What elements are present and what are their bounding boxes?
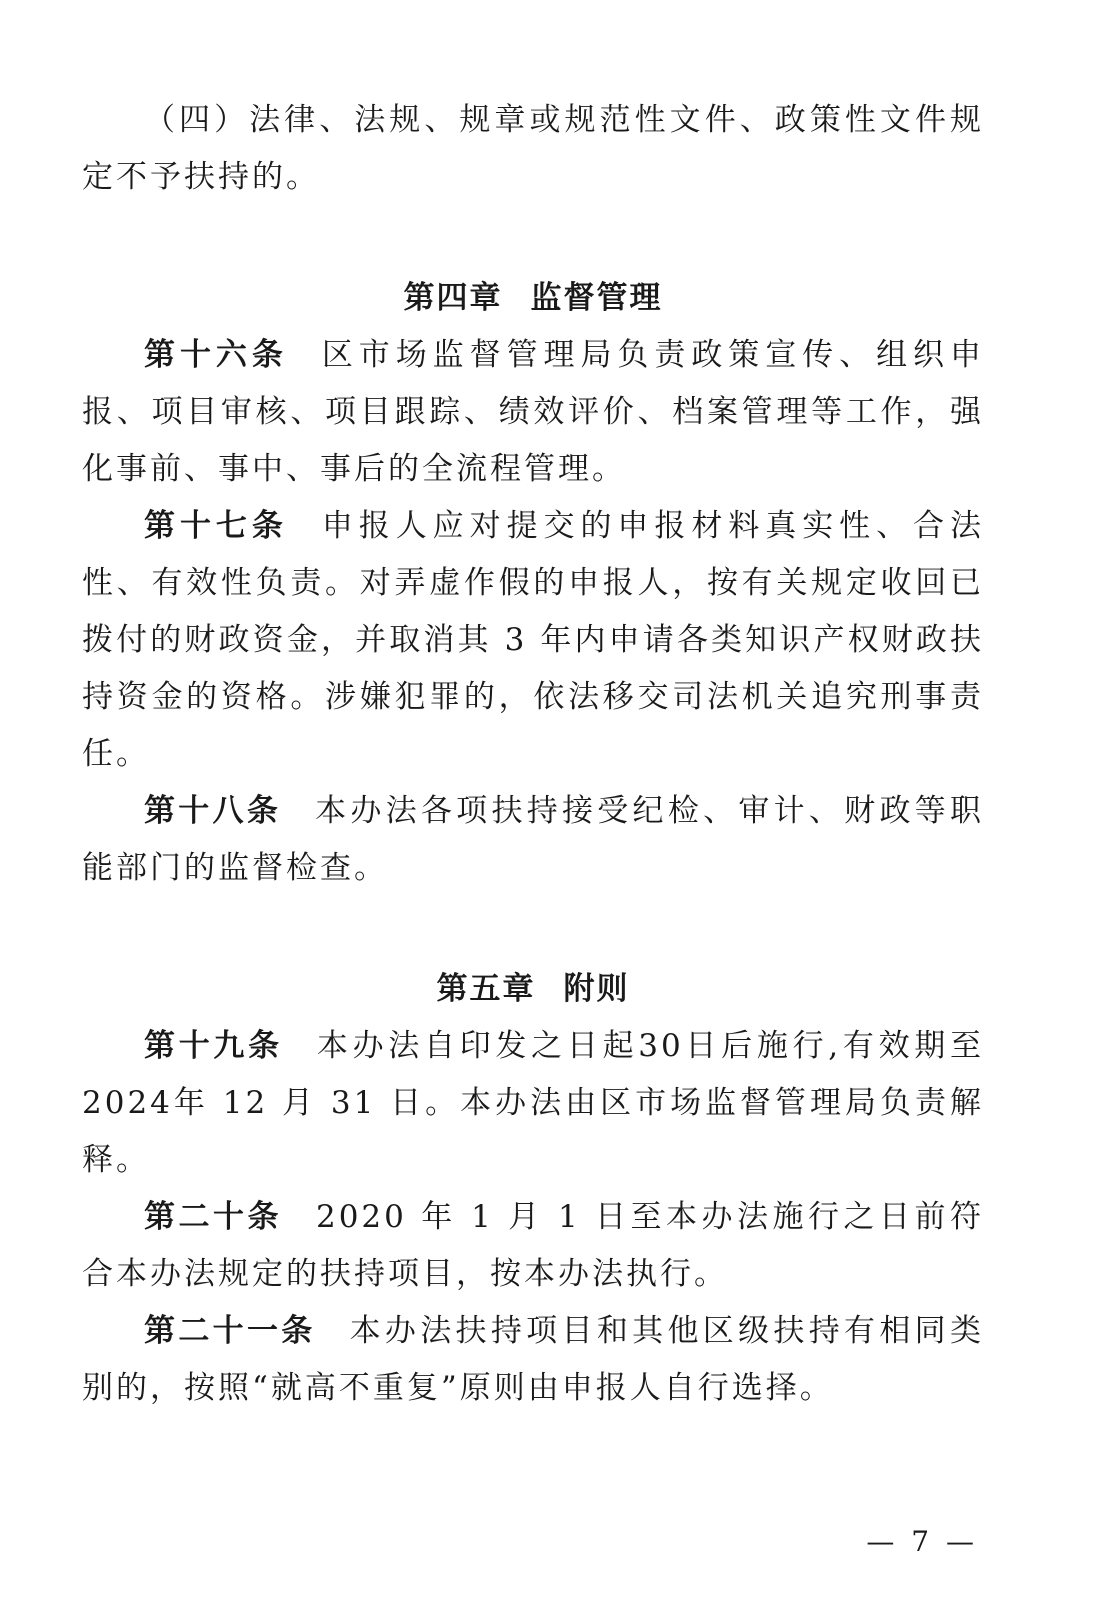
chapter-title: 监督管理: [530, 280, 663, 316]
paragraph-item4: （四）法律、法规、规章或规范性文件、政策性文件规定不予扶持的。: [82, 102, 984, 195]
article-text: 区市场监督管理局负责政策宣传、组织申报、项目审核、项目跟踪、绩效评价、档案管理等工作，强化事前、事中、事后的全流程管理。: [82, 337, 985, 487]
chapter-heading-4: [82, 270, 984, 327]
article-16: [82, 327, 984, 498]
article-21: [82, 1303, 984, 1417]
article-19: [82, 1018, 984, 1189]
page-number: — 7 —: [866, 1525, 978, 1558]
article-label: 第十九条: [144, 1028, 283, 1064]
article-17: [82, 498, 984, 783]
chapter-heading-5: [82, 961, 984, 1018]
article-label: 第十七条: [144, 508, 288, 544]
chapter-number: 第五章: [436, 971, 536, 1007]
article-label: 第十六条: [144, 337, 288, 373]
document-page: [82, 92, 984, 1417]
article-label: 第十八条: [144, 793, 282, 829]
article-text: 2020 年 1 月 1 日至本办法施行之日前符合本办法规定的扶持项目，按本办法执行。: [82, 1199, 985, 1292]
article-label: 第二十条: [144, 1199, 282, 1235]
article-text: 本办法扶持项目和其他区级扶持有相同类别的，按照“就高不重复”原则由申报人自行选择。: [82, 1313, 985, 1406]
chapter-title: 附则: [563, 971, 630, 1007]
chapter-number: 第四章: [403, 280, 503, 316]
article-18: [82, 783, 984, 897]
article-20: [82, 1189, 984, 1303]
article-text: 申报人应对提交的申报材料真实性、合法性、有效性负责。对弄虚作假的申报人，按有关规定收回已拨付的财政资金，并取消其 3 年内申请各类知识产权财政扶持资金的资格。涉嫌犯罪的，依法移交司法机关追究刑事责任。: [82, 508, 985, 772]
article-text: 本办法自印发之日起30日后施行,有效期至2024年 12 月 31 日。本办法由区市场监督管理局负责解释。: [82, 1028, 984, 1178]
article-label: 第二十一条: [144, 1313, 316, 1349]
article-text: 本办法各项扶持接受纪检、审计、财政等职能部门的监督检查。: [82, 793, 985, 886]
